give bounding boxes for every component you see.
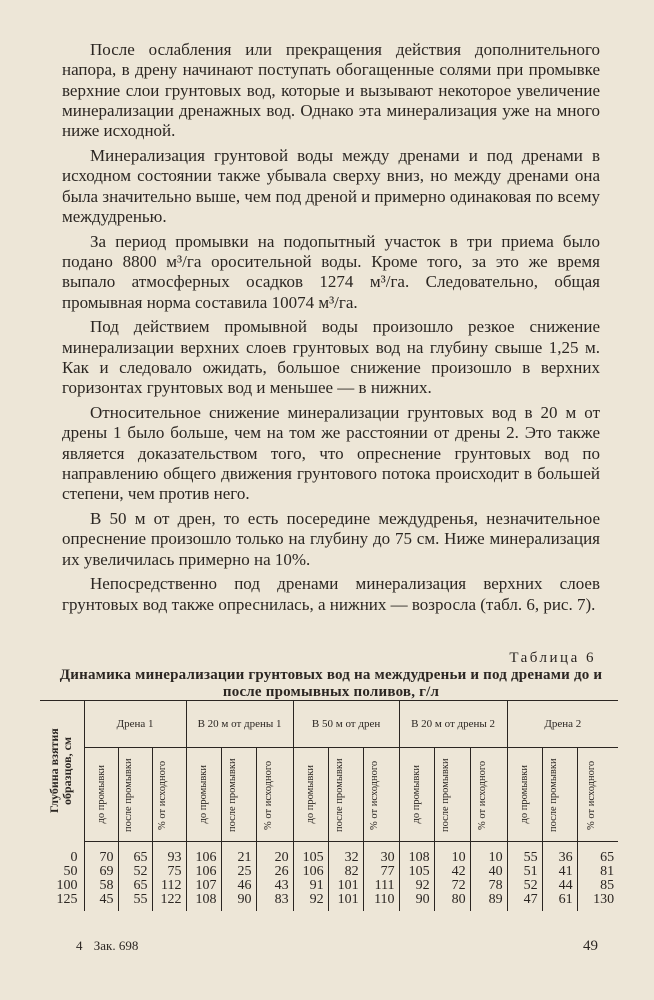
value-cell: 90 (399, 893, 434, 911)
value-cell: 45 (84, 893, 118, 911)
value-cell: 52 (118, 865, 152, 879)
value-cell: 55 (118, 893, 152, 911)
value-cell: 105 (399, 865, 434, 879)
subheader-before: до промывки (507, 748, 542, 842)
value-cell: 25 (221, 865, 256, 879)
subheader-percent: % от исходного (577, 748, 618, 842)
paragraph: Непосредственно под дренами минерализация верхних слоев грунтовых вод также опреснилась, а нижних — возросла (табл. 6, рис. 7). (62, 574, 600, 614)
value-cell: 106 (186, 842, 221, 866)
data-table (40, 700, 618, 911)
subheader-after: после промывки (118, 748, 152, 842)
value-cell: 90 (221, 893, 256, 911)
value-cell: 43 (256, 879, 293, 893)
value-cell: 112 (152, 879, 186, 893)
value-cell: 47 (507, 893, 542, 911)
value-cell: 51 (507, 865, 542, 879)
subheader-percent: % от исходного (363, 748, 399, 842)
value-cell: 32 (328, 842, 363, 866)
subheader-percent: % от исходного (152, 748, 186, 842)
value-cell: 30 (363, 842, 399, 866)
group-header-drain-1: Дрена 1 (84, 701, 186, 748)
subheader-after: после промывки (542, 748, 577, 842)
paragraph: После ослабления или прекращения действия дополнительного напора, в дрену начинают поступать обогащенные солями при промывке верхние слои грунтовых вод, которые и вызывают некоторое увеличение минерализации дренажных вод. Однако эта минерализация уже на много ниже исходной. (62, 40, 600, 141)
value-cell: 36 (542, 842, 577, 866)
table-row (40, 842, 618, 866)
value-cell: 70 (84, 842, 118, 866)
value-cell: 72 (434, 879, 470, 893)
value-cell: 106 (186, 865, 221, 879)
subheader-before: до промывки (399, 748, 434, 842)
value-cell: 44 (542, 879, 577, 893)
value-cell: 10 (470, 842, 507, 866)
value-cell: 80 (434, 893, 470, 911)
value-cell: 101 (328, 893, 363, 911)
value-cell: 65 (118, 879, 152, 893)
paragraph: Относительное снижение минерализации грунтовых вод в 20 м от дрены 1 было больше, чем на том же расстоянии от дрены 2. Это также является доказательством того, что опреснение грунтовых вод по направлению общего движения грунтового потока происходит в большей степени, чем против него. (62, 403, 600, 504)
value-cell: 55 (507, 842, 542, 866)
value-cell: 10 (434, 842, 470, 866)
table-title: Динамика минерализации грунтовых вод на междудреньи и под дренами до и после промывных поливов, г/л (59, 667, 603, 700)
value-cell: 108 (399, 842, 434, 866)
value-cell: 42 (434, 865, 470, 879)
value-cell: 52 (507, 879, 542, 893)
depth-cell: 0 (40, 842, 84, 866)
paragraph: За период промывки на подопытный участок в три приема было подано 8800 м³/га оросительной воды. Кроме того, за это же время выпало атмосферных осадков 1274 м³/га. Следовательно, общая промывная норма составила 10074 м³/га. (62, 231, 600, 312)
value-cell: 101 (328, 879, 363, 893)
value-cell: 58 (84, 879, 118, 893)
signature-number: 4 (76, 938, 83, 953)
table-row (40, 879, 618, 893)
table-row (40, 865, 618, 879)
value-cell: 108 (186, 893, 221, 911)
value-cell: 89 (470, 893, 507, 911)
value-cell: 130 (577, 893, 618, 911)
value-cell: 111 (363, 879, 399, 893)
paragraph: Под действием промывной воды произошло резкое снижение минерализации верхних слоев грунтовых вод на глубину свыше 1,25 м. Как и следовало ожидать, большое снижение произошло в верхних горизонтах грунтовых вод и меньшее — в нижних. (62, 317, 600, 398)
value-cell: 83 (256, 893, 293, 911)
depth-cell: 50 (40, 865, 84, 879)
subheader-percent: % от исходного (256, 748, 293, 842)
value-cell: 41 (542, 865, 577, 879)
printer-imprint (76, 938, 138, 954)
body-text (62, 40, 600, 615)
paragraph: В 50 м от дрен, то есть посередине междудренья, незначительное опреснение произошло только на глубину до 75 см. Ниже минерализация их увеличилась примерно на 10%. (62, 509, 600, 569)
value-cell: 81 (577, 865, 618, 879)
page-number: 49 (583, 938, 598, 954)
value-cell: 65 (577, 842, 618, 866)
value-cell: 82 (328, 865, 363, 879)
group-header-20m-drain-2: В 20 м от дрены 2 (399, 701, 507, 748)
value-cell: 77 (363, 865, 399, 879)
value-cell: 26 (256, 865, 293, 879)
value-cell: 91 (293, 879, 328, 893)
value-cell: 92 (293, 893, 328, 911)
group-header-50m: В 50 м от дрен (293, 701, 399, 748)
subheader-after: после промывки (221, 748, 256, 842)
table-body (40, 842, 618, 912)
subheader-percent: % от исходного (470, 748, 507, 842)
value-cell: 85 (577, 879, 618, 893)
order-number: Зак. 698 (93, 938, 139, 953)
value-cell: 75 (152, 865, 186, 879)
value-cell: 46 (221, 879, 256, 893)
value-cell: 21 (221, 842, 256, 866)
subheader-before: до промывки (186, 748, 221, 842)
value-cell: 69 (84, 865, 118, 879)
value-cell: 93 (152, 842, 186, 866)
subheader-before: до промывки (293, 748, 328, 842)
value-cell: 122 (152, 893, 186, 911)
depth-cell: 100 (40, 879, 84, 893)
value-cell: 65 (118, 842, 152, 866)
group-header-20m-drain-1: В 20 м от дрены 1 (186, 701, 293, 748)
value-cell: 20 (256, 842, 293, 866)
value-cell: 61 (542, 893, 577, 911)
table-row (40, 893, 618, 911)
subheader-after: после промывки (328, 748, 363, 842)
depth-cell: 125 (40, 893, 84, 911)
subheader-after: после промывки (434, 748, 470, 842)
value-cell: 107 (186, 879, 221, 893)
value-cell: 106 (293, 865, 328, 879)
value-cell: 110 (363, 893, 399, 911)
paragraph: Минерализация грунтовой воды между дренами и под дренами в исходном состоянии также убывала сверху вниз, но между дренами она была значительно выше, чем под дреной и примерно одинаковая по всему междудренью. (62, 145, 600, 226)
subheader-before: до промывки (84, 748, 118, 842)
value-cell: 105 (293, 842, 328, 866)
value-cell: 78 (470, 879, 507, 893)
group-header-drain-2: Дрена 2 (507, 701, 618, 748)
depth-header: Глубина взятия образцов, см (40, 701, 84, 842)
table-label: Таблица 6 (509, 650, 596, 666)
value-cell: 92 (399, 879, 434, 893)
value-cell: 40 (470, 865, 507, 879)
